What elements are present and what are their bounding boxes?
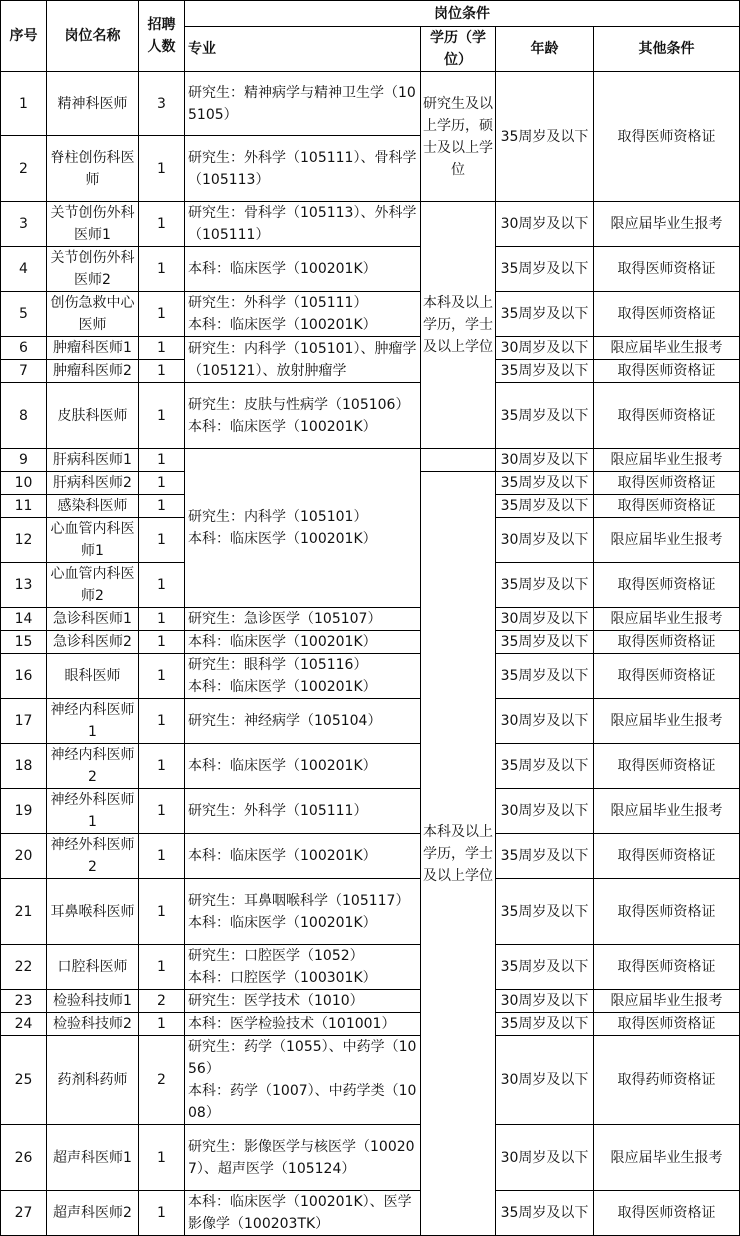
position-cell: 耳鼻喉科医师: [47, 879, 139, 945]
position-cell: 检验科技师1: [47, 990, 139, 1013]
seq-cell: 9: [1, 449, 47, 472]
age-cell: 30周岁及以下: [496, 449, 594, 472]
major-line: 研究生：皮肤与性病学（105106）: [188, 396, 410, 413]
header-other: 其他条件: [594, 27, 740, 72]
count-cell: 2: [139, 1036, 185, 1125]
position-cell: 检验科技师2: [47, 1013, 139, 1036]
major-cell: [185, 1036, 421, 1125]
major-cell: [185, 383, 421, 449]
position-cell: 精神科医师: [47, 72, 139, 136]
other-cell: 限应届毕业生报考: [594, 990, 740, 1013]
position-cell: 眼科医师: [47, 654, 139, 699]
seq-cell: 10: [1, 472, 47, 495]
seq-cell: 22: [1, 945, 47, 990]
other-cell: 取得药师资格证: [594, 1036, 740, 1125]
major-cell: 研究生：内科学（105101）、肿瘤学（105121）、放射肿瘤学: [185, 337, 421, 383]
other-cell: 限应届毕业生报考: [594, 1125, 740, 1191]
seq-cell: 2: [1, 136, 47, 202]
table-row: [1, 449, 740, 472]
count-cell: 1: [139, 789, 185, 834]
major-line: 研究生：外科学（105111）: [188, 295, 368, 311]
other-cell: 取得医师资格证: [594, 495, 740, 518]
seq-cell: 5: [1, 292, 47, 337]
age-cell: 35周岁及以下: [496, 72, 594, 202]
count-cell: 1: [139, 879, 185, 945]
seq-cell: 26: [1, 1125, 47, 1191]
count-cell: 1: [139, 136, 185, 202]
position-cell: 急诊科医师1: [47, 608, 139, 631]
major-line: 研究生：耳鼻咽喉科学（105117）: [188, 892, 410, 909]
major-cell: [185, 945, 421, 990]
major-line: 本科：临床医学（100201K）: [188, 679, 377, 695]
major-cell: 本科：临床医学（100201K）: [185, 834, 421, 879]
seq-cell: 20: [1, 834, 47, 879]
major-line: 本科：临床医学（100201K）: [188, 914, 377, 931]
table-row: [1, 654, 740, 699]
header-conditions: 岗位条件: [185, 1, 740, 27]
position-cell: 神经内科医师2: [47, 744, 139, 789]
position-cell: 肝病科医师1: [47, 449, 139, 472]
table-row: [1, 834, 740, 879]
major-cell: 本科：医学检验技术（101001）: [185, 1013, 421, 1036]
table-row: [1, 247, 740, 292]
seq-cell: 1: [1, 72, 47, 136]
other-cell: 取得医师资格证: [594, 1191, 740, 1236]
major-line: 本科：临床医学（100201K）: [188, 317, 377, 333]
major-cell: 研究生：外科学（105111）、骨科学（105113）: [185, 136, 421, 202]
count-cell: 1: [139, 202, 185, 247]
education-cell: [421, 449, 496, 472]
other-cell: 限应届毕业生报考: [594, 337, 740, 360]
seq-cell: 12: [1, 518, 47, 563]
age-cell: 35周岁及以下: [496, 631, 594, 654]
other-cell: 限应届毕业生报考: [594, 699, 740, 744]
count-cell: 1: [139, 563, 185, 608]
major-cell: 研究生：精神病学与精神卫生学（105105）: [185, 72, 421, 136]
major-line: 本科：口腔医学（100301K）: [188, 970, 377, 986]
age-cell: 30周岁及以下: [496, 202, 594, 247]
seq-cell: 8: [1, 383, 47, 449]
count-cell: 1: [139, 495, 185, 518]
seq-cell: 4: [1, 247, 47, 292]
table-row: [1, 202, 740, 247]
position-cell: 肿瘤科医师2: [47, 360, 139, 383]
position-cell: 急诊科医师2: [47, 631, 139, 654]
count-cell: 2: [139, 990, 185, 1013]
other-cell: 取得医师资格证: [594, 360, 740, 383]
table-row: [1, 1036, 740, 1125]
age-cell: 35周岁及以下: [496, 360, 594, 383]
age-cell: 30周岁及以下: [496, 699, 594, 744]
count-cell: 1: [139, 292, 185, 337]
position-cell: 皮肤科医师: [47, 383, 139, 449]
count-cell: 1: [139, 383, 185, 449]
age-cell: 30周岁及以下: [496, 1125, 594, 1191]
count-cell: 1: [139, 744, 185, 789]
table-row: [1, 72, 740, 136]
age-cell: 35周岁及以下: [496, 654, 594, 699]
major-line: 研究生：眼科学（105116）: [188, 657, 368, 673]
seq-cell: 16: [1, 654, 47, 699]
count-cell: 1: [139, 518, 185, 563]
position-cell: 关节创伤外科医师2: [47, 247, 139, 292]
major-cell: 研究生：外科学（105111）: [185, 789, 421, 834]
age-cell: 30周岁及以下: [496, 789, 594, 834]
major-cell: [185, 654, 421, 699]
seq-cell: 11: [1, 495, 47, 518]
position-cell: 肿瘤科医师1: [47, 337, 139, 360]
age-cell: 35周岁及以下: [496, 495, 594, 518]
other-cell: 取得医师资格证: [594, 879, 740, 945]
table-row: [1, 383, 740, 449]
major-cell: [185, 879, 421, 945]
count-cell: 1: [139, 699, 185, 744]
position-cell: 关节创伤外科医师1: [47, 202, 139, 247]
age-cell: 35周岁及以下: [496, 563, 594, 608]
header-position: 岗位名称: [47, 1, 139, 72]
count-cell: 1: [139, 1125, 185, 1191]
major-cell: 研究生：医学技术（1010）: [185, 990, 421, 1013]
position-cell: 脊柱创伤科医师: [47, 136, 139, 202]
major-line: 本科：药学（1007）、中药学类（1008）: [188, 1083, 417, 1121]
seq-cell: 19: [1, 789, 47, 834]
position-cell: 心血管内科医师2: [47, 563, 139, 608]
other-cell: 取得医师资格证: [594, 834, 740, 879]
position-cell: 肝病科医师2: [47, 472, 139, 495]
seq-cell: 14: [1, 608, 47, 631]
count-cell: 1: [139, 449, 185, 472]
other-cell: 取得医师资格证: [594, 1013, 740, 1036]
header-age: 年龄: [496, 27, 594, 72]
count-cell: 1: [139, 1013, 185, 1036]
count-cell: 1: [139, 247, 185, 292]
header-seq: 序号: [1, 1, 47, 72]
count-cell: 1: [139, 631, 185, 654]
seq-cell: 25: [1, 1036, 47, 1125]
major-cell: [185, 292, 421, 337]
other-cell: 取得医师资格证: [594, 247, 740, 292]
position-cell: 超声科医师1: [47, 1125, 139, 1191]
table-row: [1, 631, 740, 654]
count-cell: 1: [139, 1191, 185, 1236]
major-line: 本科：临床医学（100201K）: [188, 531, 377, 547]
other-cell: 取得医师资格证: [594, 383, 740, 449]
header-education: 学历（学位）: [421, 27, 496, 72]
position-cell: 感染科医师: [47, 495, 139, 518]
major-cell: 研究生：神经病学（105104）: [185, 699, 421, 744]
count-cell: 1: [139, 945, 185, 990]
seq-cell: 13: [1, 563, 47, 608]
table-row: [1, 879, 740, 945]
seq-cell: 6: [1, 337, 47, 360]
age-cell: 35周岁及以下: [496, 292, 594, 337]
count-cell: 1: [139, 654, 185, 699]
table-row: [1, 337, 740, 360]
other-cell: 取得医师资格证: [594, 744, 740, 789]
seq-cell: 15: [1, 631, 47, 654]
age-cell: 30周岁及以下: [496, 337, 594, 360]
major-cell: 本科：临床医学（100201K）: [185, 744, 421, 789]
major-line: 研究生：药学（1055）、中药学（1056）: [188, 1039, 417, 1077]
seq-cell: 3: [1, 202, 47, 247]
education-cell: 研究生及以上学历，硕士及以上学位: [421, 72, 496, 202]
count-cell: 1: [139, 337, 185, 360]
other-cell: 取得医师资格证: [594, 292, 740, 337]
age-cell: 30周岁及以下: [496, 1036, 594, 1125]
table-row: [1, 1191, 740, 1236]
major-cell: 研究生：急诊医学（105107）: [185, 608, 421, 631]
header-count: 招聘人数: [139, 1, 185, 72]
major-cell: 研究生：影像医学与核医学（100207）、超声医学（105124）: [185, 1125, 421, 1191]
other-cell: 限应届毕业生报考: [594, 608, 740, 631]
table-row: [1, 1013, 740, 1036]
other-cell: 限应届毕业生报考: [594, 518, 740, 563]
count-cell: 1: [139, 360, 185, 383]
table-row: [1, 990, 740, 1013]
table-row: [1, 744, 740, 789]
position-cell: 口腔科医师: [47, 945, 139, 990]
table-row: [1, 789, 740, 834]
header-major: 专业: [185, 27, 421, 72]
count-cell: 1: [139, 608, 185, 631]
age-cell: 35周岁及以下: [496, 744, 594, 789]
age-cell: 35周岁及以下: [496, 1013, 594, 1036]
position-cell: 超声科医师2: [47, 1191, 139, 1236]
major-cell: [185, 449, 421, 608]
table-row: [1, 1125, 740, 1191]
position-cell: 药剂科药师: [47, 1036, 139, 1125]
table-row: [1, 945, 740, 990]
major-line: 研究生：口腔医学（1052）: [188, 948, 364, 964]
other-cell: 取得医师资格证: [594, 72, 740, 202]
other-cell: 限应届毕业生报考: [594, 449, 740, 472]
other-cell: 取得医师资格证: [594, 631, 740, 654]
other-cell: 取得医师资格证: [594, 654, 740, 699]
count-cell: 1: [139, 834, 185, 879]
seq-cell: 24: [1, 1013, 47, 1036]
other-cell: 取得医师资格证: [594, 472, 740, 495]
major-line: 研究生：内科学（105101）: [188, 509, 368, 525]
seq-cell: 17: [1, 699, 47, 744]
age-cell: 35周岁及以下: [496, 879, 594, 945]
age-cell: 30周岁及以下: [496, 990, 594, 1013]
position-cell: 心血管内科医师1: [47, 518, 139, 563]
major-cell: 本科：临床医学（100201K）、医学影像学（100203TK）: [185, 1191, 421, 1236]
seq-cell: 18: [1, 744, 47, 789]
position-cell: 神经外科医师2: [47, 834, 139, 879]
age-cell: 35周岁及以下: [496, 945, 594, 990]
major-cell: 研究生：骨科学（105113）、外科学（105111）: [185, 202, 421, 247]
major-cell: 本科：临床医学（100201K）: [185, 247, 421, 292]
education-cell: 本科及以上学历，学士及以上学位: [421, 472, 496, 1236]
count-cell: 3: [139, 72, 185, 136]
table-row: [1, 699, 740, 744]
age-cell: 30周岁及以下: [496, 608, 594, 631]
position-cell: 神经内科医师1: [47, 699, 139, 744]
position-cell: 创伤急救中心医师: [47, 292, 139, 337]
other-cell: 限应届毕业生报考: [594, 202, 740, 247]
age-cell: 35周岁及以下: [496, 247, 594, 292]
table-row: [1, 292, 740, 337]
age-cell: 30周岁及以下: [496, 518, 594, 563]
seq-cell: 27: [1, 1191, 47, 1236]
table-row: [1, 608, 740, 631]
age-cell: 35周岁及以下: [496, 834, 594, 879]
count-cell: 1: [139, 472, 185, 495]
seq-cell: 21: [1, 879, 47, 945]
other-cell: 取得医师资格证: [594, 563, 740, 608]
other-cell: 限应届毕业生报考: [594, 789, 740, 834]
major-cell: 本科：临床医学（100201K）: [185, 631, 421, 654]
age-cell: 35周岁及以下: [496, 472, 594, 495]
education-cell: 本科及以上学历，学士及以上学位: [421, 202, 496, 449]
position-cell: 神经外科医师1: [47, 789, 139, 834]
major-line: 本科：临床医学（100201K）: [188, 418, 377, 435]
age-cell: 35周岁及以下: [496, 1191, 594, 1236]
age-cell: 35周岁及以下: [496, 383, 594, 449]
other-cell: 取得医师资格证: [594, 945, 740, 990]
seq-cell: 7: [1, 360, 47, 383]
seq-cell: 23: [1, 990, 47, 1013]
